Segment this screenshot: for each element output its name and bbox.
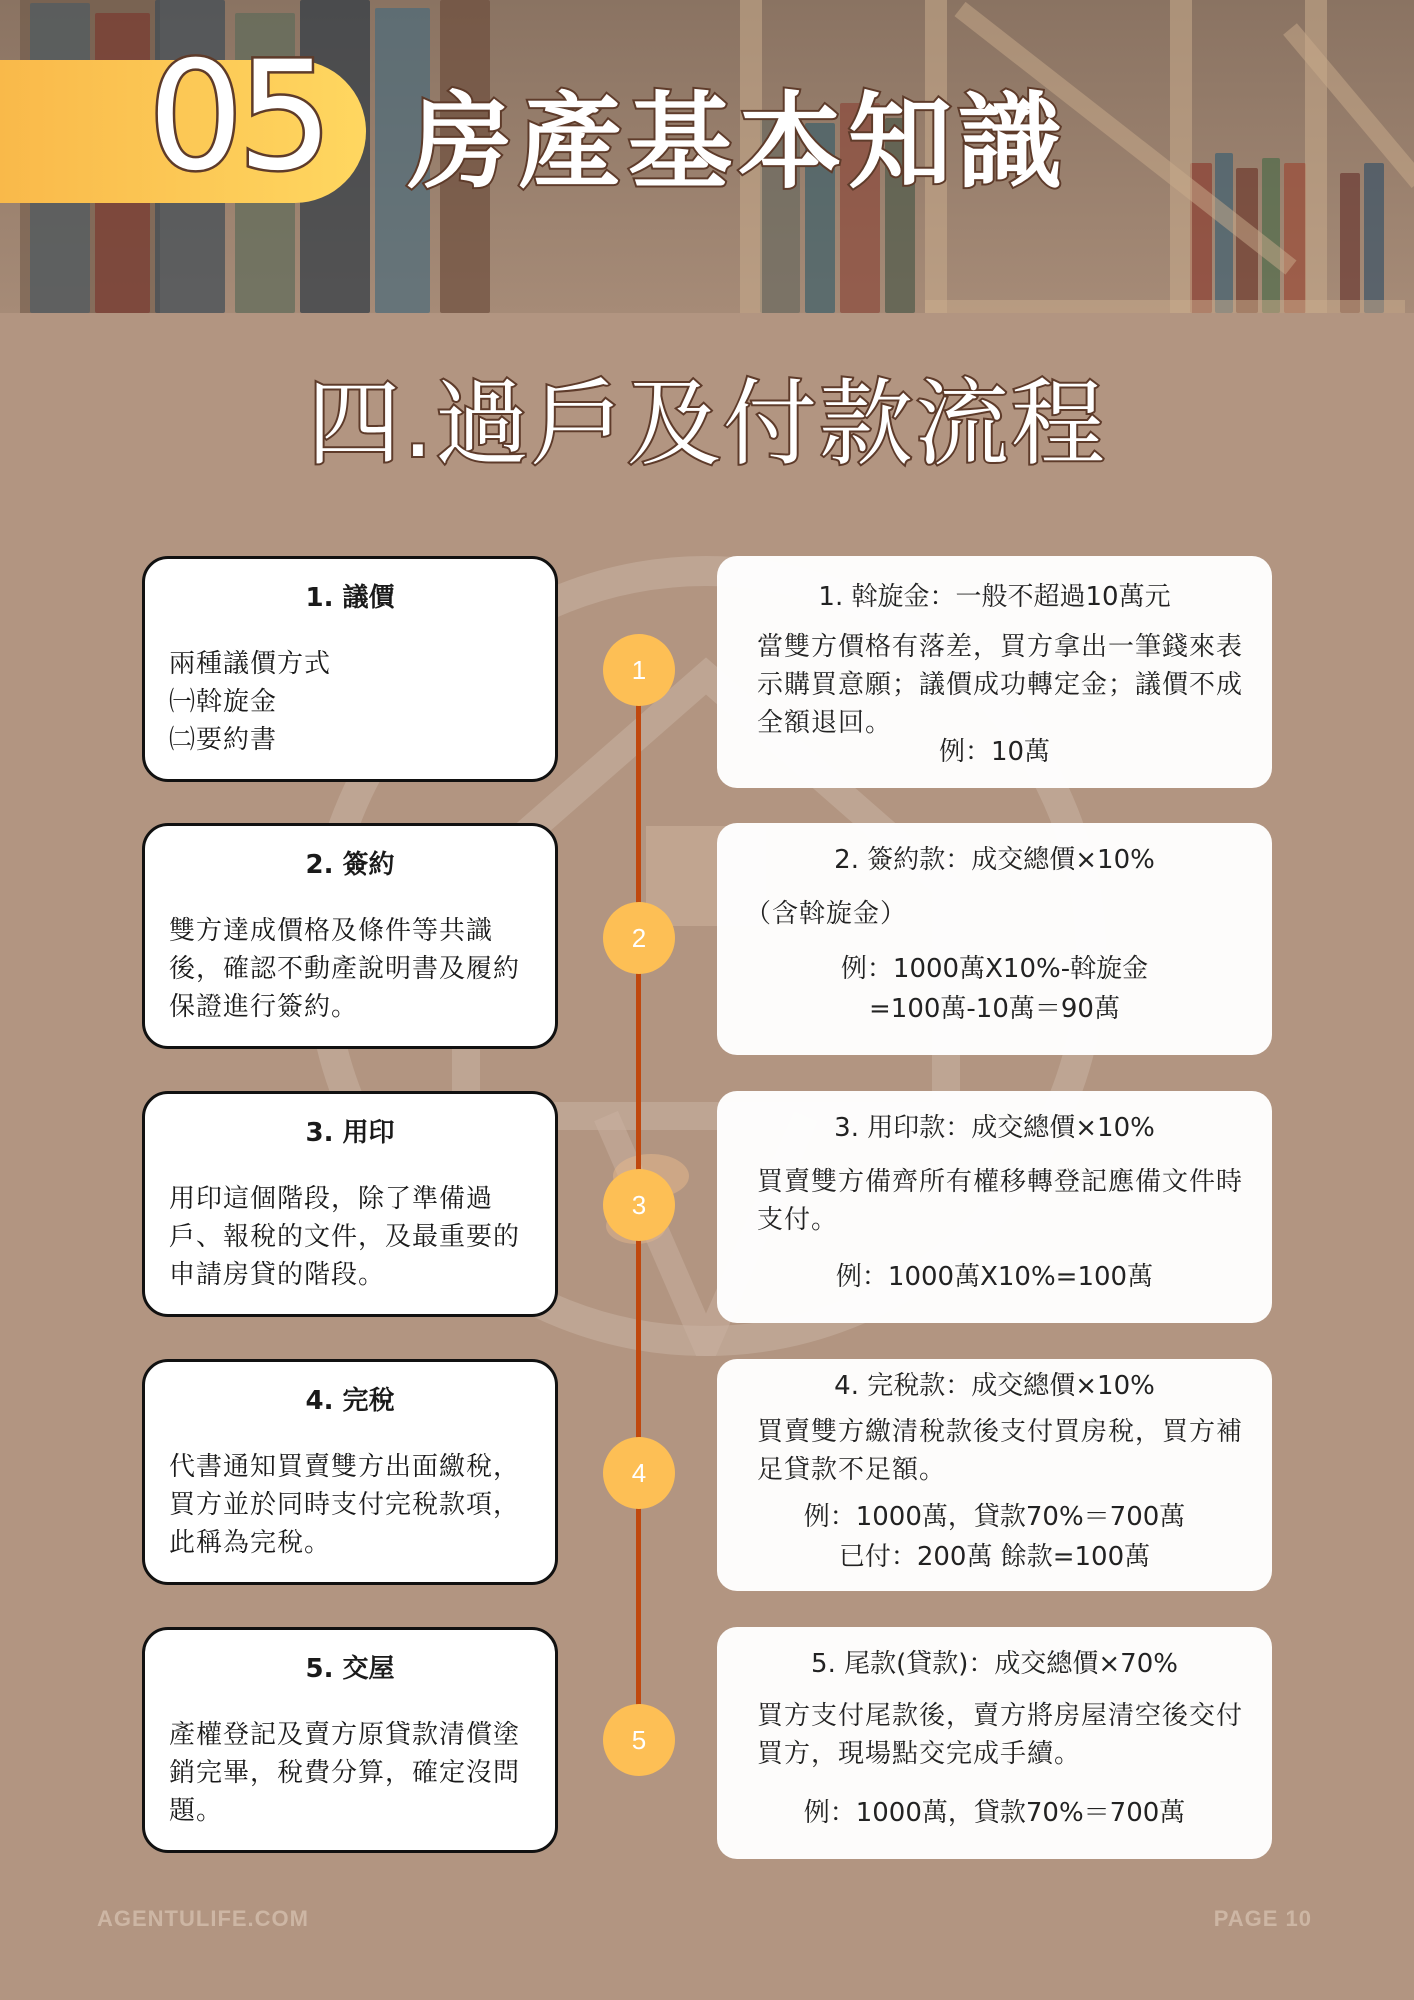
step-description: 兩種議價方式 ㈠斡旋金 ㈡要約書 [169, 649, 332, 755]
payment-example: 例：1000萬X10%=100萬 [835, 1262, 1154, 1292]
payment-example: 例：1000萬X10%-斡旋金 =100萬-10萬＝90萬 [840, 954, 1149, 1024]
header-banner [0, 0, 1414, 313]
payment-card-tax [717, 1359, 1272, 1591]
payment-description: 買賣雙方繳清稅款後支付買房稅，買方補足貸款不足額。 [757, 1417, 1244, 1485]
payment-card-final [717, 1627, 1272, 1859]
step-node-5: 5 [603, 1704, 675, 1776]
payment-title: 2. 簽約款：成交總價×10% [834, 845, 1155, 875]
payment-example: 例：10萬 [938, 737, 1051, 767]
payment-description: （含斡旋金） [745, 899, 908, 929]
payment-description: 買賣雙方備齊所有權移轉登記應備文件時支付。 [757, 1167, 1244, 1235]
step-card-negotiation [142, 556, 558, 782]
footer-page-number: PAGE 10 [1213, 1906, 1312, 1931]
payment-card-sealing [717, 1091, 1272, 1323]
payment-title: 3. 用印款：成交總價×10% [834, 1113, 1155, 1143]
step-description: 產權登記及賣方原貸款清償塗銷完畢，稅費分算，確定沒問題。 [169, 1720, 521, 1826]
payment-description: 當雙方價格有落差，買方拿出一筆錢來表示購買意願；議價成功轉定金；議價不成全額退回。 [757, 632, 1244, 738]
payment-example: 例：1000萬，貸款70%＝700萬 已付：200萬 餘款=100萬 [803, 1502, 1186, 1572]
payment-card-earnest-money [717, 556, 1272, 788]
step-title: 5. 交屋 [305, 1654, 395, 1684]
step-description: 雙方達成價格及條件等共識後，確認不動產說明書及履約保證進行簽約。 [169, 916, 521, 1022]
step-title: 3. 用印 [305, 1118, 395, 1148]
step-card-tax [142, 1359, 558, 1585]
payment-title: 5. 尾款(貸款)：成交總價×70% [811, 1649, 1178, 1679]
step-node-3: 3 [603, 1169, 675, 1241]
payment-example: 例：1000萬，貸款70%＝700萬 [803, 1798, 1186, 1828]
step-title: 2. 簽約 [305, 850, 395, 880]
step-title: 4. 完稅 [305, 1386, 395, 1416]
section-title: 四.過戶及付款流程 [307, 370, 1107, 479]
payment-title: 4. 完稅款：成交總價×10% [834, 1371, 1155, 1401]
chapter-title: 房產基本知識 [408, 81, 1069, 203]
step-title: 1. 議價 [305, 583, 395, 613]
step-node-2: 2 [603, 902, 675, 974]
payment-description: 買方支付尾款後，賣方將房屋清空後交付買方，現場點交完成手續。 [757, 1701, 1244, 1769]
step-node-1: 1 [603, 634, 675, 706]
step-card-sealing [142, 1091, 558, 1317]
step-card-signing [142, 823, 558, 1049]
step-card-handover [142, 1627, 558, 1853]
payment-card-signing [717, 823, 1272, 1055]
step-node-4: 4 [603, 1437, 675, 1509]
step-description: 用印這個階段，除了準備過戶、報稅的文件，及最重要的申請房貸的階段。 [169, 1184, 521, 1290]
chapter-number: 05 [148, 30, 327, 204]
payment-title: 1. 斡旋金：一般不超過10萬元 [818, 582, 1171, 612]
footer-site: AGENTULIFE.COM [97, 1906, 309, 1931]
step-description: 代書通知買賣雙方出面繳稅，買方並於同時支付完稅款項，此稱為完稅。 [169, 1452, 521, 1558]
